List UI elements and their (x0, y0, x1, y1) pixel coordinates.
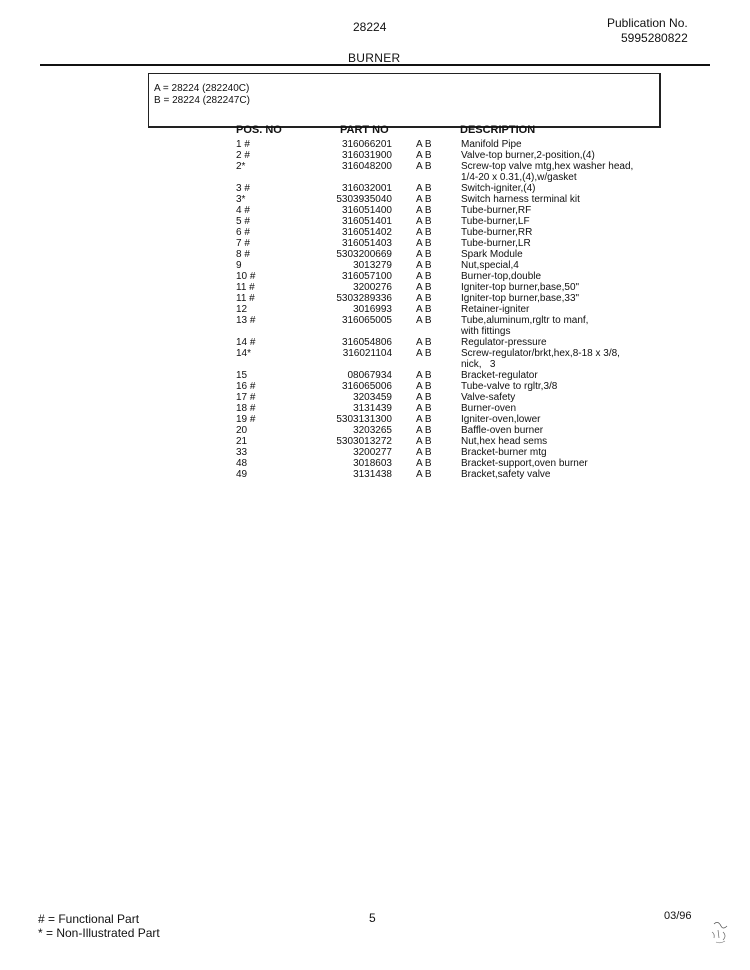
part-no-cell: 316065006 (341, 381, 392, 392)
publication-number: 5995280822 (621, 31, 688, 45)
model-applicability-cell: A B (416, 260, 432, 271)
parts-row (0, 403, 750, 414)
model-b-line: B = 28224 (282247C) (154, 95, 250, 106)
model-legend-box (148, 73, 661, 128)
pos-no-cell: 9 (236, 260, 242, 271)
pos-no-cell: 48 (236, 458, 248, 469)
description-cell: Bracket-support,oven burner (461, 458, 588, 469)
parts-list (0, 139, 750, 480)
parts-row (0, 249, 750, 260)
description-cell: Nut,hex head sems (461, 436, 548, 447)
parts-row (0, 381, 750, 392)
section-title: BURNER (348, 51, 401, 65)
description-cell: Screw-regulator/brkt,hex,8-18 x 3/8, nick, 3 (461, 348, 620, 370)
description-cell: Screw-top valve mtg,hex washer head, 1/4-20 x 0.31,(4),w/gasket (461, 161, 634, 183)
model-applicability-cell: A B (416, 293, 432, 304)
model-applicability-cell: A B (416, 183, 432, 194)
description-cell: Regulator-pressure (461, 337, 547, 348)
pos-no-cell: 7 # (236, 238, 250, 249)
model-applicability-cell: A B (416, 381, 432, 392)
description-cell: Tube-burner,RR (461, 227, 533, 238)
part-no-cell: 5303131300 (336, 414, 392, 425)
header-rule (40, 64, 710, 66)
pos-no-cell: 17 # (236, 392, 256, 403)
parts-row (0, 304, 750, 315)
part-no-cell: 316048200 (341, 161, 392, 172)
description-cell: Bracket-regulator (461, 370, 538, 381)
parts-row (0, 194, 750, 205)
pos-no-cell: 8 # (236, 249, 250, 260)
parts-row (0, 139, 750, 150)
part-no-cell: 3131438 (353, 469, 392, 480)
parts-row (0, 216, 750, 227)
page-number: 5 (369, 911, 376, 925)
description-cell: Bracket,safety valve (461, 469, 551, 480)
pos-no-cell: 11 # (236, 293, 255, 304)
model-applicability-cell: A B (416, 304, 432, 315)
pos-no-cell: 33 (236, 447, 248, 458)
description-cell: Burner-top,double (461, 271, 542, 282)
pos-no-cell: 18 # (236, 403, 256, 414)
part-no-cell: 3200276 (353, 282, 392, 293)
model-applicability-cell: A B (416, 227, 432, 238)
part-no-cell: 3016993 (353, 304, 392, 315)
description-cell: Spark Module (461, 249, 523, 260)
model-applicability-cell: A B (416, 348, 432, 359)
parts-row (0, 282, 750, 293)
description-cell: Igniter-top burner,base,33" (461, 293, 580, 304)
model-applicability-cell: A B (416, 392, 432, 403)
parts-row (0, 447, 750, 458)
parts-row (0, 348, 750, 370)
part-no-cell: 3013279 (353, 260, 392, 271)
parts-row (0, 370, 750, 381)
model-applicability-cell: A B (416, 139, 432, 150)
model-applicability-cell: A B (416, 425, 432, 436)
part-no-cell: 3203265 (353, 425, 392, 436)
part-no-cell: 316021104 (342, 348, 392, 359)
pos-no-cell: 2* (236, 161, 246, 172)
non-illustrated-legend: * = Non-Illustrated Part (38, 926, 160, 940)
description-cell: Switch-igniter,(4) (461, 183, 536, 194)
part-no-cell: 316051400 (341, 205, 392, 216)
model-applicability-cell: A B (416, 436, 432, 447)
pos-no-cell: 15 (236, 370, 248, 381)
description-cell: Tube-burner,LR (461, 238, 531, 249)
model-applicability-cell: A B (416, 370, 432, 381)
part-no-cell: 3200277 (353, 447, 392, 458)
parts-row (0, 271, 750, 282)
pos-no-cell: 4 # (236, 205, 250, 216)
pos-no-cell: 10 # (236, 271, 256, 282)
pos-no-cell: 14 # (236, 337, 256, 348)
part-no-cell: 3018603 (353, 458, 392, 469)
model-applicability-cell: A B (416, 216, 432, 227)
description-cell: Burner-oven (461, 403, 517, 414)
description-cell: Tube-burner,LF (461, 216, 530, 227)
model-a-line: A = 28224 (282240C) (154, 83, 250, 94)
pos-no-cell: 16 # (236, 381, 256, 392)
functional-part-legend: # = Functional Part (38, 912, 140, 926)
model-applicability-cell: A B (416, 271, 432, 282)
model-applicability-cell: A B (416, 414, 432, 425)
part-no-cell: 316051401 (341, 216, 392, 227)
part-no-cell: 08067934 (347, 370, 392, 381)
pos-no-cell: 20 (236, 425, 248, 436)
model-applicability-cell: A B (416, 150, 432, 161)
model-applicability-cell: A B (416, 469, 432, 480)
parts-row (0, 469, 750, 480)
handwritten-mark (708, 918, 734, 948)
footer-legend (38, 912, 160, 940)
description-cell: Tube,aluminum,rgltr to manf, with fittings (461, 315, 589, 337)
model-applicability-cell: A B (416, 282, 432, 293)
description-cell: Igniter-top burner,base,50" (461, 282, 580, 293)
part-no-cell: 316051403 (341, 238, 392, 249)
parts-row (0, 227, 750, 238)
pos-no-header: POS. NO (236, 124, 282, 136)
part-no-cell: 316057100 (341, 271, 392, 282)
description-cell: Valve-safety (461, 392, 516, 403)
pos-no-cell: 6 # (236, 227, 250, 238)
description-cell: Tube-burner,RF (461, 205, 532, 216)
pos-no-cell: 19 # (236, 414, 256, 425)
parts-row (0, 436, 750, 447)
parts-row (0, 293, 750, 304)
model-applicability-cell: A B (416, 403, 432, 414)
description-header: DESCRIPTION (460, 124, 536, 136)
part-no-header: PART NO (340, 124, 389, 136)
parts-row (0, 414, 750, 425)
parts-row (0, 458, 750, 469)
part-no-cell: 5303013272 (336, 436, 392, 447)
parts-row (0, 183, 750, 194)
pos-no-cell: 12 (236, 304, 248, 315)
pos-no-cell: 13 # (236, 315, 256, 326)
description-cell: Manifold Pipe (461, 139, 522, 150)
part-no-cell: 5303935040 (336, 194, 392, 205)
description-cell: Baffle-oven burner (461, 425, 544, 436)
pos-no-cell: 21 (236, 436, 248, 447)
description-cell: Valve-top burner,2-position,(4) (461, 150, 595, 161)
description-cell: Tube-valve to rgltr,3/8 (461, 381, 558, 392)
pos-no-cell: 49 (236, 469, 248, 480)
parts-row (0, 260, 750, 271)
part-no-cell: 5303289336 (336, 293, 392, 304)
part-no-cell: 316066201 (341, 139, 392, 150)
publication-info (607, 16, 688, 46)
part-no-cell: 3203459 (353, 392, 392, 403)
publication-label: Publication No. (607, 16, 688, 30)
parts-row (0, 238, 750, 249)
part-no-cell: 316031900 (341, 150, 392, 161)
parts-row (0, 150, 750, 161)
parts-row (0, 161, 750, 183)
model-applicability-cell: A B (416, 458, 432, 469)
parts-row (0, 315, 750, 337)
part-no-cell: 316065005 (341, 315, 392, 326)
model-applicability-cell: A B (416, 447, 432, 458)
parts-row (0, 205, 750, 216)
parts-row (0, 392, 750, 403)
model-applicability-cell: A B (416, 249, 432, 260)
pos-no-cell: 14* (236, 348, 252, 359)
model-applicability-cell: A B (416, 238, 432, 249)
pos-no-cell: 3 # (236, 183, 250, 194)
pos-no-cell: 11 # (236, 282, 255, 293)
parts-row (0, 337, 750, 348)
model-applicability-cell: A B (416, 337, 432, 348)
description-cell: Igniter-oven,lower (461, 414, 541, 425)
model-applicability-cell: A B (416, 315, 432, 326)
part-no-cell: 316054806 (341, 337, 392, 348)
description-cell: Retainer-igniter (461, 304, 530, 315)
pos-no-cell: 5 # (236, 216, 250, 227)
description-cell: Nut,special,4 (461, 260, 519, 271)
model-applicability-cell: A B (416, 161, 432, 172)
part-no-cell: 5303200669 (336, 249, 392, 260)
part-no-cell: 3131439 (353, 403, 392, 414)
part-no-cell: 316032001 (341, 183, 392, 194)
pos-no-cell: 1 # (236, 139, 250, 150)
description-cell: Switch harness terminal kit (461, 194, 580, 205)
part-no-cell: 316051402 (341, 227, 392, 238)
model-number: 28224 (353, 20, 387, 34)
pos-no-cell: 3* (236, 194, 246, 205)
revision-date: 03/96 (664, 910, 692, 922)
pos-no-cell: 2 # (236, 150, 250, 161)
description-cell: Bracket-burner mtg (461, 447, 547, 458)
model-applicability-cell: A B (416, 194, 432, 205)
model-applicability-cell: A B (416, 205, 432, 216)
parts-row (0, 425, 750, 436)
